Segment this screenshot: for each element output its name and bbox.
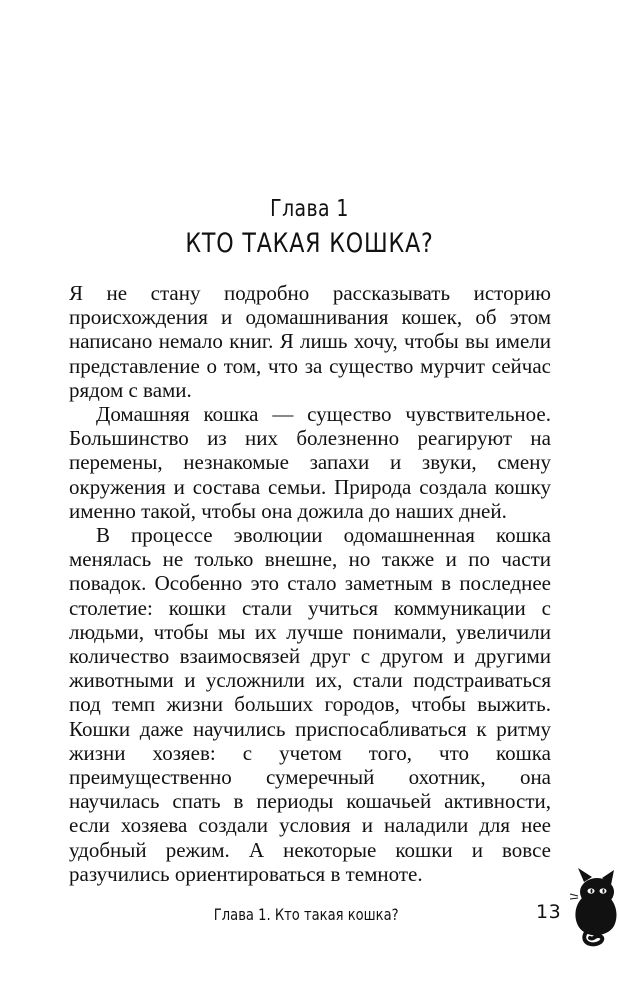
body-text <box>69 281 551 886</box>
paragraph-1: Я не стану подробно рассказывать историю происхождения и одомашнивания кошек, об этом написано немало книг. Я лишь хочу, чтобы вы имели представление о том, что за существо мурчит сейчас рядом с вами. <box>69 281 551 402</box>
paragraph-2: Домашняя кошка — существо чувствительное. Большинство из них болезненно реагируют на перемены, незнакомые запахи и звуки, смену окружения и состава семьи. Природа создала кошку именно такой, чтобы она дожила до наших дней. <box>69 402 551 523</box>
black-cat-icon <box>570 868 619 948</box>
chapter-label: Глава 1 <box>270 196 349 222</box>
running-footer-title: Глава 1. Кто такая кошка? <box>213 905 399 924</box>
paragraph-3: В процессе эволюции одомашненная кошка менялась не только внешне, но также и по части повадок. Особенно это стало заметным в последнее столетие: кошки стали учиться коммуникации с людьми, чтобы мы их лучше понимали, увеличили количество взаимосвязей друг с другом и другими животными и усложнили их, стали подстраиваться под темп жизни больших городов, чтобы выжить. Кошки даже научились приспосабливаться к ритму жизни хозяев: с учетом того, что кошка преимущественно сумеречный охотник, она научилась спать в периоды кошачьей активности, если хозяева создали условия и наладили для нее удобный режим. А некоторые кошки и вовсе разучились ориентироваться в темноте. <box>69 523 551 886</box>
chapter-title: КТО ТАКАЯ КОШКА? <box>185 228 434 259</box>
page-number: 13 <box>536 901 562 923</box>
